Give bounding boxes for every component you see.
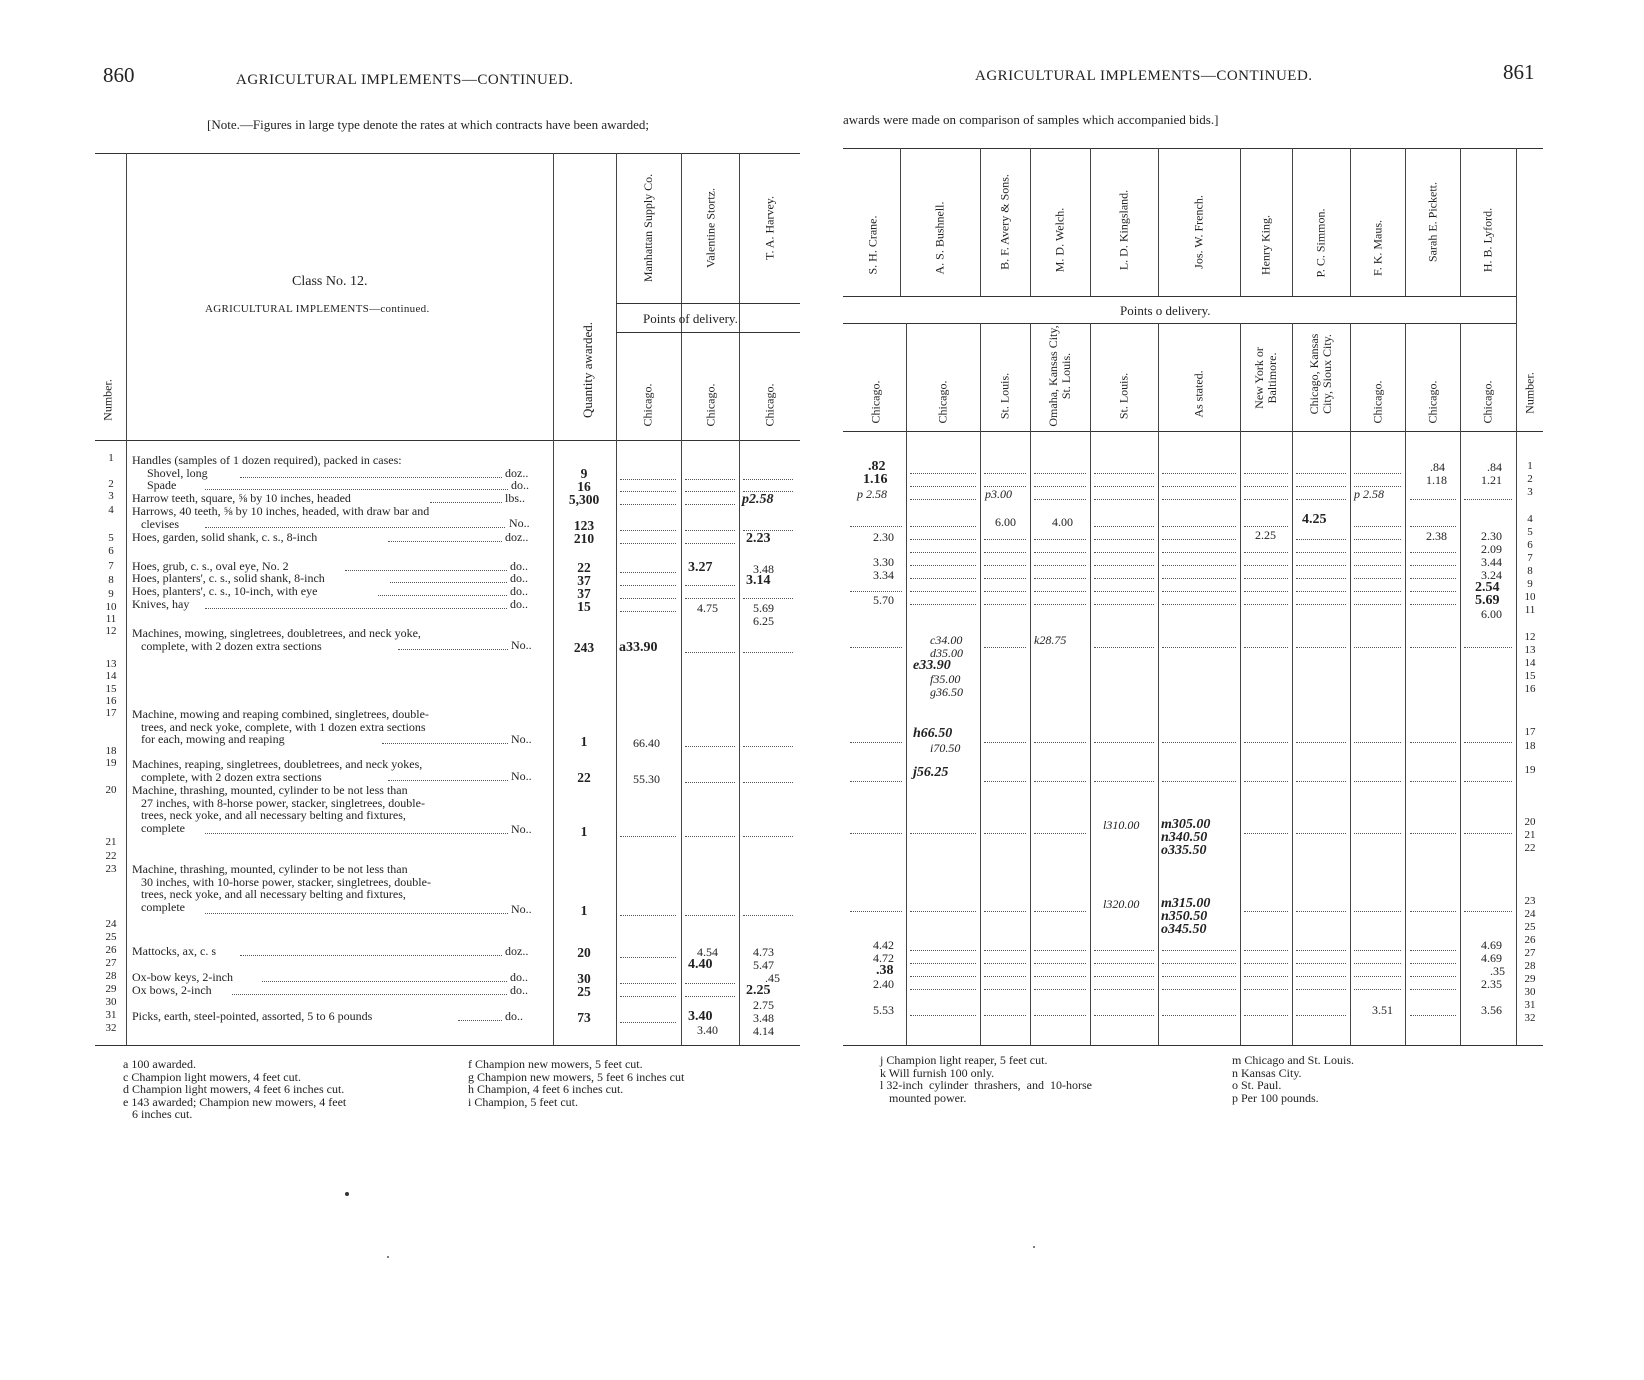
bidder-stortz: Valentine Stortz. xyxy=(703,188,718,268)
stortz-mattocks: 4.54 xyxy=(697,945,718,959)
right-footnotes-a: j Champion light reaper, 5 feet cut. k Will furnish 100 only. l 32-inch cylinder thrashers, and 10-horse mounted power. xyxy=(880,1053,1092,1105)
item-spade: Spade xyxy=(132,478,177,492)
manhattan-mowing: a33.90 xyxy=(619,640,658,655)
item-hoes-planters-10: Hoes, planters', c. s., 10-inch, with eye xyxy=(132,584,318,598)
harvey-knives-alt: 6.25 xyxy=(753,614,774,628)
harvey-hoes-grub: 3.48 xyxy=(753,562,774,576)
delivery-pickett: Chicago. xyxy=(1425,380,1440,424)
class-subtitle: AGRICULTURAL IMPLEMENTS—continued. xyxy=(205,303,430,315)
class-title: Class No. 12. xyxy=(292,274,368,289)
stortz-mattocks-alt: 4.40 xyxy=(688,957,713,972)
item-ox-bows: Ox bows, 2-inch xyxy=(132,983,212,997)
left-table-top-rule xyxy=(95,153,800,154)
item-picks-earth: Picks, earth, steel-pointed, assorted, 5 to 6 pounds xyxy=(132,1009,373,1023)
left-divider xyxy=(126,153,127,1045)
left-note: [Note.—Figures in large type denote the rates at which contracts have been awarded; xyxy=(207,117,649,132)
item-handles: Handles (samples of 1 dozen required), packed in cases: xyxy=(132,453,402,467)
harvey-harrow-teeth: p2.58 xyxy=(742,492,774,507)
item-thrashing-27: Machine, thrashing, mounted, cylinder to be not less than 27 inches, with 8-horse power, stacker, singletrees, double- trees, neck yoke, and all necessary belting and fixtures, complete xyxy=(132,783,425,835)
delivery-welch: Omaha, Kansas City, St. Louis. xyxy=(1046,325,1073,427)
item-mattocks: Mattocks, ax, c. s xyxy=(132,944,216,958)
stortz-hoes-grub: 3.27 xyxy=(688,560,713,575)
bidder-simmon: P. C. Simmon. xyxy=(1313,208,1328,278)
delivery-bushnell: Chicago. xyxy=(935,380,950,424)
delivery-crane: Chicago. xyxy=(868,380,883,424)
item-shovel: Shovel, long xyxy=(132,466,208,480)
left-points-rule-top xyxy=(616,303,800,304)
ink-speck xyxy=(345,1192,349,1196)
right-note: awards were made on comparison of samples which accompanied bids.] xyxy=(843,112,1219,127)
bidder-king: Henry King. xyxy=(1258,215,1273,275)
right-header-rule xyxy=(843,431,1543,432)
harvey-mattocks-alt: 5.47 xyxy=(753,958,774,972)
bidder-manhattan: Manhattan Supply Co. xyxy=(641,173,655,283)
item-knives-hay: Knives, hay xyxy=(132,597,190,611)
king-value: 2.25 xyxy=(1255,528,1276,542)
delivery-avery: St. Louis. xyxy=(997,372,1012,420)
delivery-stortz: Chicago. xyxy=(703,383,718,427)
harvey-picks-alt: 3.48 xyxy=(753,1011,774,1025)
item-machines-reaping: Machines, reaping, singletrees, doubletrees, and neck yokes, complete, with 2 dozen extra sections xyxy=(132,757,423,784)
bidder-welch: M. D. Welch. xyxy=(1052,207,1067,273)
delivery-manhattan: Chicago. xyxy=(640,383,655,427)
delivery-simmon: Chicago, Kansas City, Sioux City. xyxy=(1307,333,1334,415)
ink-speck xyxy=(1033,1246,1035,1248)
item-harrows: Harrows, 40 teeth, ⅝ by 10 inches, headed, with draw bar and clevises xyxy=(132,504,430,531)
left-divider xyxy=(681,153,682,1045)
document-page: 860 AGRICULTURAL IMPLEMENTS—CONTINUED. [Note.—Figures in large type denote the rates at which contracts have been awarded; Class No. 12. AGRICULTURAL IMPLEMENTS—continued. Number. Quantity awarded. Points of delivery. Manhattan Supply Co. Valentine Stortz. T. A. Harvey. Chicago. Chicago. Chicago. 1 2 3 4 5 6 7 8 9 10 11 12 13 14 15 16 17 18 19 20 21 22 23 24 25 26 27 28 29 30 31 32 Handles (samples of 1 dozen required), packed in cases: Shovel, long doz.. Spade do.. Harrow teeth, square, ⅝ by 10 inches, headed lbs.. Harrows, 40 teeth, ⅝ by 10 inches, headed, with draw bar and clevises No.. Hoes, garden, solid shank, c. s., 8-inch doz.. Hoes, grub, c. s., oval eye, No. 2 do.. Hoes, planters', c. s., solid shank, 8-inch do.. Hoes, planters', c. s., 10-inch, with eye do.. Knives, hay do.. Machines, mowing, singletrees, doubletrees, and neck yoke, complete, with 2 dozen extra sections No.. Machine, mowing and reaping combined, singletrees, double- trees, and neck yoke, complete, with 1 dozen extra sections for each, mowing and reaping No.. Machines, reaping, singletrees, doubletrees, and neck yokes, complete, with 2 dozen extra sections No.. Machine, thrashing, mounted, cylinder to be not less than 27 inches, with 8-horse power, stacker, singletrees, double- trees, neck yoke, and all necessary belting and fixtures, complete No.. Machine, thrashing, mounted, cylinder to be not less than 30 inches, with 10-horse power, stacker, singletrees, double- trees, neck yoke, and all necessary belting and fixtures, complete No.. Mattocks, ax, c. s doz.. Ox-bow keys, 2-inch do.. Ox bows, 2-inch do.. Picks, earth, steel-pointed, assorted, 5 to 6 pounds do.. 9 16 5,300 123 210 22 37 37 15 243 1 22 1 1 20 30 25 73 p2.58 2.23 3.27 3.48 3.14 4.75 5.69 6.25 a33.90 66.40 55.30 4.54 4.40 4.73 5.47 .45 2.25 3.40 3.40 2.75 3.48 4.14 a 100 awarded. c Champion light mowers, 4 feet cut. d Champion light mowers, 4 feet 6 inches cut. e 143 awarded; Champion new mowers, 4 feet 6 inches cut. f Champion new mowers, 5 feet cut. g Champion new mowers, 5 feet 6 inches cut h Champion, 4 feet 6 inches cut. i Champion, 5 feet cut. AGRICULTURAL IMPLEMENTS—CONTINUED. 861 awards were made on comparison of samples which accompanied bids.] Points o delivery. S. H. Crane. A. S. Bushnell. B. F. Avery & Sons. M. D. Welch. L. D. Kingsland. Jos. W. French. Henry King. P. C. Simmon. F. K. Maus. Sarah E. Pickett. H. B. Lyford. Chicago. Chicago. St. Louis. Omaha, Kansas City, St. Louis. St. Louis. As stated. New York or Baltimore. Chicago, Kansas City, Sioux City. Chicago. Chicago. Chicago. Number. 1 2 3 4 5 6 7 8 9 10 11 12 13 14 15 16 17 18 19 20 21 22 23 24 25 26 27 28 29 30 31 32 .82 1.16 p 2.58 2.30 3.30 3.34 5.70 4.42 4.72 .38 2.40 5.53 c34.00 d35.00 e33.90 f35.00 g36.50 h66.50 i70.50 j56.25 p3.00 6.00 4.00 k28.75 l310.00 l320.00 m305.00 n340.50 o335.50 m315.00 n350.50 o345.50 2.25 4.25 p 2.58 3.51 .84 1.18 2.38 .84 1.21 2.30 2.09 3.44 3.24 2.54 5.69 6.00 4.69 4.69 .35 2.35 3.56 j Champion light reaper, 5 feet cut. k Will furnish 100 only. l 32-inch cylinder thrashers, and 10-horse mounted power. m Chicago and St. Louis. n Kansas City. o St. Paul. p Per 100 pounds. xyxy=(0,0,1644,1380)
delivery-french: As stated. xyxy=(1191,370,1206,418)
bidder-bushnell: A. S. Bushnell. xyxy=(932,201,947,275)
right-footnotes-b: m Chicago and St. Louis. n Kansas City. o St. Paul. p Per 100 pounds. xyxy=(1232,1053,1354,1105)
item-hoes-planters-8: Hoes, planters', c. s., solid shank, 8-inch xyxy=(132,571,325,585)
harvey-hoes-planters: 3.14 xyxy=(746,573,771,588)
right-page-number: 861 xyxy=(1503,60,1535,84)
stortz-picks-alt: 3.40 xyxy=(697,1023,718,1037)
right-points-rule-bottom xyxy=(843,323,1516,324)
bidder-kingsland: L. D. Kingsland. xyxy=(1116,189,1131,271)
bidder-harvey: T. A. Harvey. xyxy=(762,196,777,260)
harvey-picks: 2.75 xyxy=(753,998,774,1012)
left-divider xyxy=(616,153,617,1045)
harvey-ox-bows: 2.25 xyxy=(746,983,771,998)
quantity-header: Quantity awarded. xyxy=(580,321,595,419)
left-running-head: AGRICULTURAL IMPLEMENTS—CONTINUED. xyxy=(236,72,574,88)
right-points-rule-top xyxy=(843,296,1516,297)
bidder-avery: B. F. Avery & Sons. xyxy=(997,174,1012,270)
bidder-maus: F. K. Maus. xyxy=(1370,219,1385,277)
left-footnotes-b: f Champion new mowers, 5 feet cut. g Champion new mowers, 5 feet 6 inches cut h Champion, 4 feet 6 inches cut. i Champion, 5 feet cut. xyxy=(468,1057,685,1109)
ink-speck xyxy=(387,1256,389,1258)
bidder-lyford: H. B. Lyford. xyxy=(1480,207,1495,273)
left-footnotes-a: a 100 awarded. c Champion light mowers, 4 feet cut. d Champion light mowers, 4 feet 6 inches cut. e 143 awarded; Champion new mowers, 4 feet 6 inches cut. xyxy=(123,1057,347,1121)
right-table-bottom-rule xyxy=(843,1045,1543,1046)
right-running-head: AGRICULTURAL IMPLEMENTS—CONTINUED. xyxy=(975,68,1313,84)
bidder-crane: S. H. Crane. xyxy=(865,215,880,275)
manhattan-mowing-reaping: 66.40 xyxy=(633,736,660,750)
right-points-of-delivery: Points o delivery. xyxy=(1120,303,1211,318)
delivery-harvey: Chicago. xyxy=(762,383,777,427)
item-ox-bow-keys: Ox-bow keys, 2-inch xyxy=(132,970,233,984)
stortz-knives: 4.75 xyxy=(697,601,718,615)
bidder-pickett: Sarah E. Pickett. xyxy=(1425,182,1440,262)
harvey-knives: 5.69 xyxy=(753,601,774,615)
left-page-number: 860 xyxy=(103,63,135,87)
harvey-hoes-garden: 2.23 xyxy=(746,531,771,546)
harvey-mattocks: 4.73 xyxy=(753,945,774,959)
left-points-rule-bottom xyxy=(616,332,800,333)
right-number-header: Number. xyxy=(1522,372,1537,414)
item-machines-mowing: Machines, mowing, singletrees, doubletrees, and neck yoke, complete, with 2 dozen extra sections xyxy=(132,626,421,653)
harvey-picks-alt2: 4.14 xyxy=(753,1024,774,1038)
simmon-value: 4.25 xyxy=(1302,512,1327,527)
right-table-top-rule xyxy=(843,148,1543,149)
left-divider xyxy=(739,153,740,1045)
item-harrow-teeth: Harrow teeth, square, ⅝ by 10 inches, headed xyxy=(132,491,351,505)
item-hoes-grub: Hoes, grub, c. s., oval eye, No. 2 xyxy=(132,559,289,573)
left-points-of-delivery: Points of delivery. xyxy=(643,311,738,326)
stortz-picks: 3.40 xyxy=(688,1009,713,1024)
manhattan-reaping: 55.30 xyxy=(633,772,660,786)
left-header-rule xyxy=(95,440,800,441)
delivery-kingsland: St. Louis. xyxy=(1116,372,1131,420)
delivery-lyford: Chicago. xyxy=(1480,380,1495,424)
item-hoes-garden: Hoes, garden, solid shank, c. s., 8-inch xyxy=(132,530,318,544)
delivery-king: New York or Baltimore. xyxy=(1252,347,1279,409)
left-number-header: Number. xyxy=(100,379,115,421)
left-table-bottom-rule xyxy=(95,1045,800,1046)
item-thrashing-30: Machine, thrashing, mounted, cylinder to be not less than 30 inches, with 10-horse power, stacker, singletrees, double- trees, neck yoke, and all necessary belting and fixtures, complete xyxy=(132,862,431,914)
bidder-french: Jos. W. French. xyxy=(1191,195,1206,269)
delivery-maus: Chicago. xyxy=(1370,380,1385,424)
harvey-ox-bow-keys: .45 xyxy=(765,971,780,985)
item-machine-mowing-reaping: Machine, mowing and reaping combined, singletrees, double- trees, and neck yoke, complete, with 1 dozen extra sections for each, mowing and reaping xyxy=(132,707,429,746)
